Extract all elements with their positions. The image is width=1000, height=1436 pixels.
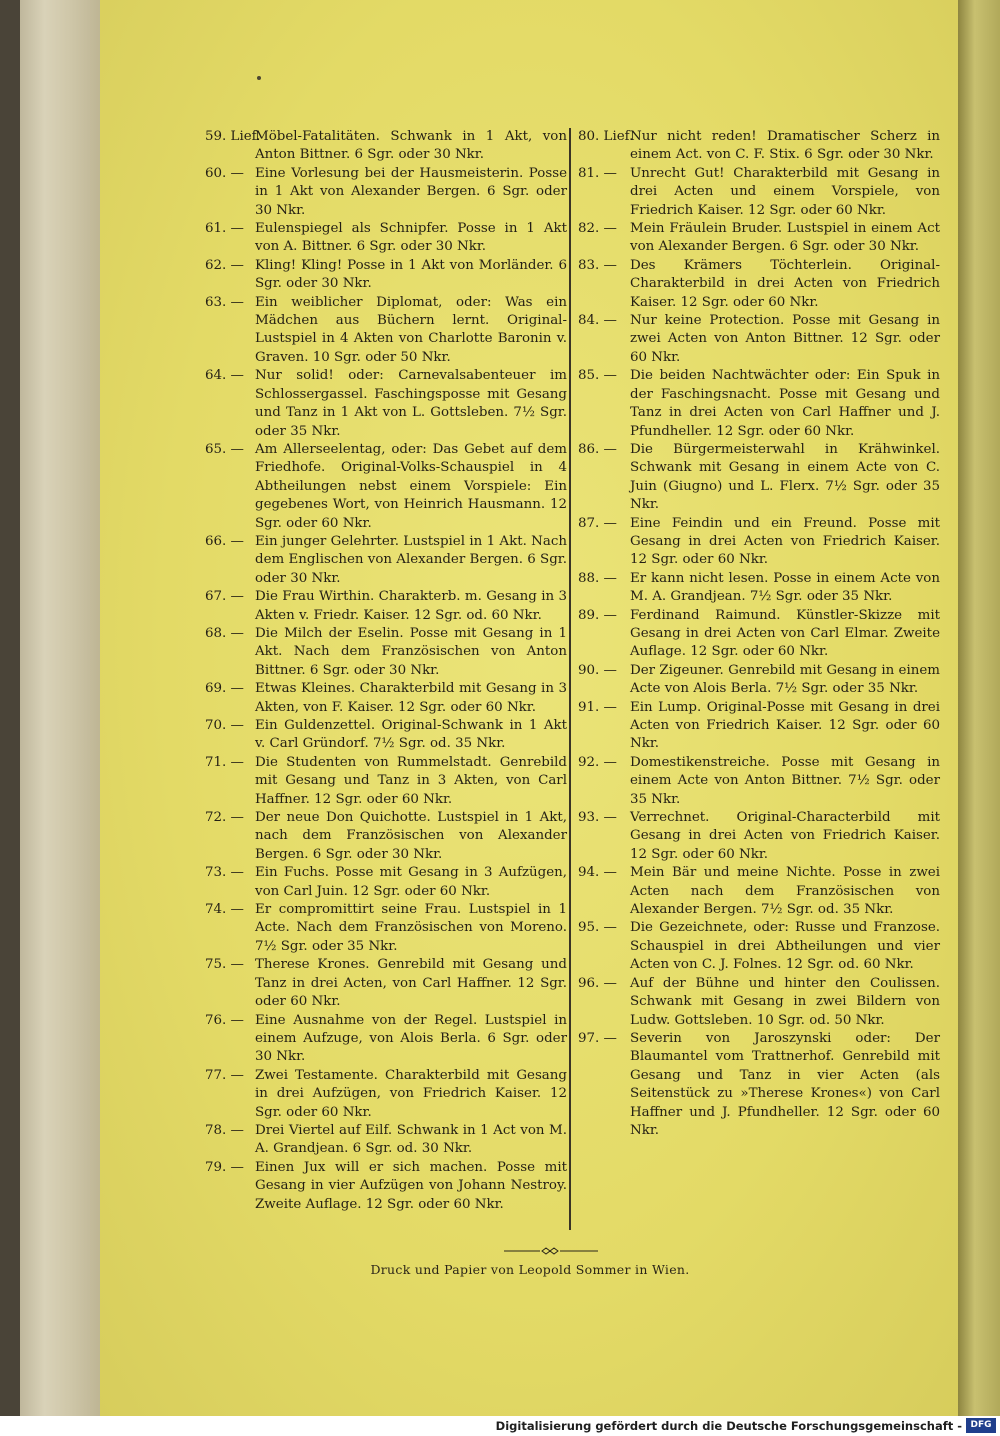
entry-number: 70. — bbox=[205, 718, 244, 733]
entry-title: Er compromittirt seine Frau. Lustspiel in 1 Acte. Nach dem Französischen von Moreno. 7½ Sgr. oder 35 Nkr. bbox=[255, 902, 567, 954]
dfg-logo: DFG bbox=[966, 1418, 996, 1433]
entry-number: 61. — bbox=[205, 221, 244, 237]
catalog-entry bbox=[205, 367, 567, 441]
entry-number: 75. — bbox=[205, 957, 244, 973]
entry-number: 93. — bbox=[578, 810, 617, 826]
entry-number: 94. — bbox=[578, 865, 617, 881]
entry-title: Am Allerseelentag, oder: Das Gebet auf dem Friedhofe. Original-Volks-Schauspiel in 4 Abtheilungen nebst einem Vorspiele: Ein gegebenes Wort, von Heinrich Hausmann. 12 Sgr. oder 60 Nkr. bbox=[255, 441, 567, 531]
entry-title: Verrechnet. Original-Characterbild mit Gesang in drei Acten von Friedrich Kaiser. 12 Sgr. oder 60 Nkr. bbox=[630, 810, 940, 862]
entry-number: 66. — bbox=[205, 533, 244, 549]
catalog-entry bbox=[578, 699, 940, 754]
entry-title: Des Krämers Töchterlein. Original-Charakterbild in drei Acten von Friedrich Kaiser. 12 Sgr. oder 60 Nkr. bbox=[630, 257, 940, 310]
entry-number: 81. — bbox=[578, 165, 617, 181]
entry-number: 88. — bbox=[578, 570, 617, 586]
catalog-entry bbox=[205, 754, 567, 809]
entry-number: 80. Lief. bbox=[578, 129, 634, 144]
catalog-entry bbox=[205, 588, 567, 625]
entry-number: 82. — bbox=[578, 221, 617, 237]
entry-title: Mein Fräulein Bruder. Lustspiel in einem Act von Alexander Bergen. 6 Sgr. oder 30 Nkr. bbox=[630, 221, 940, 255]
catalog-entry bbox=[205, 128, 567, 165]
catalog-entry bbox=[205, 257, 567, 294]
entry-title: Ein Guldenzettel. Original-Schwank in 1 Akt v. Carl Gründorf. 7½ Sgr. od. 35 Nkr. bbox=[255, 718, 567, 752]
entry-title: Die Studenten von Rummelstadt. Genrebild mit Gesang und Tanz in 3 Akten, von Carl Haffner. 12 Sgr. oder 60 Nkr. bbox=[255, 754, 567, 807]
catalog-entry bbox=[205, 220, 567, 257]
entry-title: Nur nicht reden! Dramatischer Scherz in einem Act. von C. F. Stix. 6 Sgr. oder 30 Nkr. bbox=[630, 129, 940, 163]
entry-number: 77. — bbox=[205, 1067, 244, 1083]
catalog-entry bbox=[578, 919, 940, 974]
entry-number: 89. — bbox=[578, 607, 617, 623]
catalog-entry bbox=[578, 441, 940, 515]
entry-title: Einen Jux will er sich machen. Posse mit Gesang in vier Aufzügen von Johann Nestroy. Zweite Auflage. 12 Sgr. oder 60 Nkr. bbox=[255, 1159, 567, 1212]
entry-title: Domestikenstreiche. Posse mit Gesang in einem Acte von Anton Bittner. 7½ Sgr. oder 35 Nkr. bbox=[630, 754, 940, 807]
entry-number: 96. — bbox=[578, 975, 617, 991]
entry-title: Eine Vorlesung bei der Hausmeisterin. Posse in 1 Akt von Alexander Bergen. 6 Sgr. oder 30 Nkr. bbox=[255, 165, 567, 218]
entry-title: Nur solid! oder: Carnevalsabenteuer im Schlossergassel. Faschingsposse mit Gesang und Tanz in 1 Akt von L. Gottsleben. 7½ Sgr. oder 35 Nkr. bbox=[255, 368, 567, 439]
entry-number: 95. — bbox=[578, 920, 617, 936]
catalog-entry bbox=[578, 607, 940, 662]
left-column bbox=[205, 128, 567, 1214]
entry-title: Der Zigeuner. Genrebild mit Gesang in einem Acte von Alois Berla. 7½ Sgr. oder 35 Nkr. bbox=[630, 662, 940, 697]
entry-number: 68. — bbox=[205, 625, 244, 641]
entry-title: Ein junger Gelehrter. Lustspiel in 1 Akt. Nach dem Englischen von Alexander Bergen. 6 Sgr. oder 30 Nkr. bbox=[255, 533, 567, 586]
catalog-entry bbox=[578, 367, 940, 441]
entry-number: 76. — bbox=[205, 1012, 244, 1028]
entry-title: Unrecht Gut! Charakterbild mit Gesang in drei Acten und einem Vorspiele, von Friedrich Kaiser. 12 Sgr. oder 60 Nkr. bbox=[630, 165, 940, 218]
catalog-entry bbox=[205, 680, 567, 717]
entry-number: 67. — bbox=[205, 589, 244, 605]
column-divider bbox=[569, 128, 571, 1230]
catalog-entry bbox=[205, 625, 567, 680]
entry-title: Der neue Don Quichotte. Lustspiel in 1 Akt, nach dem Französischen von Alexander Bergen. 6 Sgr. oder 30 Nkr. bbox=[255, 810, 567, 862]
entry-number: 62. — bbox=[205, 257, 244, 273]
entry-title: Kling! Kling! Posse in 1 Akt von Morländer. 6 Sgr. oder 30 Nkr. bbox=[255, 257, 567, 292]
catalog-entry bbox=[578, 220, 940, 257]
entry-number: 71. — bbox=[205, 754, 244, 770]
entry-number: 65. — bbox=[205, 441, 244, 457]
printer-imprint: Druck und Papier von Leopold Sommer in Wien. bbox=[370, 1262, 690, 1277]
entry-title: Etwas Kleines. Charakterbild mit Gesang in 3 Akten, von F. Kaiser. 12 Sgr. oder 60 Nkr. bbox=[255, 681, 567, 715]
catalog-entry bbox=[578, 662, 940, 699]
entry-number: 92. — bbox=[578, 754, 617, 770]
catalog-entry bbox=[205, 717, 567, 754]
entry-number: 90. — bbox=[578, 662, 617, 678]
entry-title: Möbel-Fatalitäten. Schwank in 1 Akt, von Anton Bittner. 6 Sgr. oder 30 Nkr. bbox=[255, 129, 567, 163]
entry-number: 91. — bbox=[578, 699, 617, 715]
entry-title: Ein Lump. Original-Posse mit Gesang in drei Acten von Friedrich Kaiser. 12 Sgr. oder 60 Nkr. bbox=[630, 699, 940, 752]
entry-title: Eine Ausnahme von der Regel. Lustspiel in einem Aufzuge, von Alois Berla. 6 Sgr. oder 30 Nkr. bbox=[255, 1012, 567, 1065]
entry-number: 73. — bbox=[205, 865, 244, 881]
catalog-entry bbox=[205, 533, 567, 588]
entry-title: Therese Krones. Genrebild mit Gesang und Tanz in drei Acten, von Carl Haffner. 12 Sgr. oder 60 Nkr. bbox=[255, 957, 567, 1010]
entry-number: 69. — bbox=[205, 681, 244, 697]
entry-title: Die Gezeichnete, oder: Russe und Franzose. Schauspiel in drei Abtheilungen und vier Acten von C. J. Folnes. 12 Sgr. od. 60 Nkr. bbox=[630, 920, 940, 973]
entry-number: 97. — bbox=[578, 1030, 617, 1046]
entry-title: Eulenspiegel als Schnipfer. Posse in 1 Akt von A. Bittner. 6 Sgr. oder 30 Nkr. bbox=[255, 221, 567, 255]
entry-title: Ferdinand Raimund. Künstler-Skizze mit Gesang in drei Acten von Carl Elmar. Zweite Auflage. 12 Sgr. oder 60 Nkr. bbox=[630, 607, 940, 660]
entry-number: 72. — bbox=[205, 810, 244, 826]
catalog-entry bbox=[578, 809, 940, 864]
entry-title: Die Frau Wirthin. Charakterb. m. Gesang in 3 Akten v. Friedr. Kaiser. 12 Sgr. od. 60 Nkr. bbox=[255, 589, 567, 623]
catalog-entry bbox=[205, 294, 567, 368]
catalog-entry bbox=[578, 754, 940, 809]
catalog-entry bbox=[578, 570, 940, 607]
entry-number: 85. — bbox=[578, 368, 617, 384]
entry-number: 63. — bbox=[205, 294, 244, 310]
entry-number: 84. — bbox=[578, 313, 617, 329]
entry-title: Auf der Bühne und hinter den Coulissen. Schwank mit Gesang in zwei Bildern von Ludw. Gottsleben. 10 Sgr. od. 50 Nkr. bbox=[630, 975, 940, 1028]
entry-number: 60. — bbox=[205, 165, 244, 181]
entry-title: Die Bürgermeisterwahl in Krähwinkel. Schwank mit Gesang in einem Acte von C. Juin (Giugno) und L. Flerx. 7½ Sgr. oder 35 Nkr. bbox=[630, 441, 940, 513]
speck bbox=[257, 76, 261, 80]
entry-title: Nur keine Protection. Posse mit Gesang in zwei Acten von Anton Bittner. 12 Sgr. oder 60 Nkr. bbox=[630, 313, 940, 365]
entry-number: 79. — bbox=[205, 1159, 244, 1175]
book-right-edge bbox=[958, 0, 1000, 1416]
entry-title: Die beiden Nachtwächter oder: Ein Spuk in der Faschingsnacht. Posse mit Gesang und Tanz in drei Acten von Carl Haffner und J. Pfundheller. 12 Sgr. oder 60 Nkr. bbox=[630, 368, 940, 439]
right-column bbox=[578, 128, 940, 1140]
catalog-entry bbox=[578, 1030, 940, 1140]
catalog-entry bbox=[578, 128, 940, 165]
ornament-divider bbox=[504, 1246, 598, 1256]
entry-title: Mein Bär und meine Nichte. Posse in zwei Acten nach dem Französischen von Alexander Bergen. 7½ Sgr. od. 35 Nkr. bbox=[630, 865, 940, 918]
catalog-entry bbox=[205, 1012, 567, 1067]
entry-number: 83. — bbox=[578, 257, 617, 273]
entry-title: Severin von Jaroszynski oder: Der Blaumantel vom Trattnerhof. Genrebild mit Gesang und Tanz in vier Acten (als Seitenstück zu »Therese Krones«) von Carl Haffner und J. Pfundheller. 12 Sgr. oder 60 Nkr. bbox=[630, 1030, 940, 1138]
entry-number: 87. — bbox=[578, 515, 617, 531]
catalog-entry bbox=[578, 975, 940, 1030]
catalog-entry bbox=[578, 257, 940, 312]
entry-number: 78. — bbox=[205, 1122, 244, 1138]
catalog-entry bbox=[205, 864, 567, 901]
entry-title: Er kann nicht lesen. Posse in einem Acte von M. A. Grandjean. 7½ Sgr. oder 35 Nkr. bbox=[630, 570, 940, 605]
catalog-entry bbox=[205, 1122, 567, 1159]
catalog-entry bbox=[578, 864, 940, 919]
catalog-entry bbox=[205, 956, 567, 1011]
catalog-entry bbox=[205, 901, 567, 956]
catalog-entry bbox=[205, 1159, 567, 1214]
entry-title: Die Milch der Eselin. Posse mit Gesang in 1 Akt. Nach dem Französischen von Anton Bittner. 6 Sgr. oder 30 Nkr. bbox=[255, 625, 567, 678]
entry-title: Ein weiblicher Diplomat, oder: Was ein Mädchen aus Büchern lernt. Original-Lustspiel in 4 Akten von Charlotte Baronin v. Graven. 10 Sgr. oder 50 Nkr. bbox=[255, 294, 567, 365]
entry-title: Ein Fuchs. Posse mit Gesang in 3 Aufzügen, von Carl Juin. 12 Sgr. oder 60 Nkr. bbox=[255, 865, 567, 899]
catalog-entry bbox=[205, 165, 567, 220]
entry-title: Zwei Testamente. Charakterbild mit Gesang in drei Aufzügen, von Friedrich Kaiser. 12 Sgr. oder 60 Nkr. bbox=[255, 1067, 567, 1120]
entry-number: 64. — bbox=[205, 368, 244, 384]
catalog-entry bbox=[205, 809, 567, 864]
catalog-entry bbox=[205, 1067, 567, 1122]
entry-number: 86. — bbox=[578, 441, 617, 457]
catalog-entry bbox=[578, 312, 940, 367]
catalog-entry bbox=[578, 515, 940, 570]
book-page-edges bbox=[20, 0, 102, 1416]
entry-title: Eine Feindin und ein Freund. Posse mit Gesang in drei Acten von Friedrich Kaiser. 12 Sgr. oder 60 Nkr. bbox=[630, 515, 940, 568]
entry-title: Drei Viertel auf Eilf. Schwank in 1 Act von M. A. Grandjean. 6 Sgr. od. 30 Nkr. bbox=[255, 1122, 567, 1157]
entry-number: 74. — bbox=[205, 902, 244, 918]
digitization-credit: Digitalisierung gefördert durch die Deutsche Forschungsgemeinschaft - bbox=[495, 1419, 962, 1433]
catalog-entry bbox=[578, 165, 940, 220]
entry-number: 59. Lief. bbox=[205, 129, 261, 144]
catalog-entry bbox=[205, 441, 567, 533]
